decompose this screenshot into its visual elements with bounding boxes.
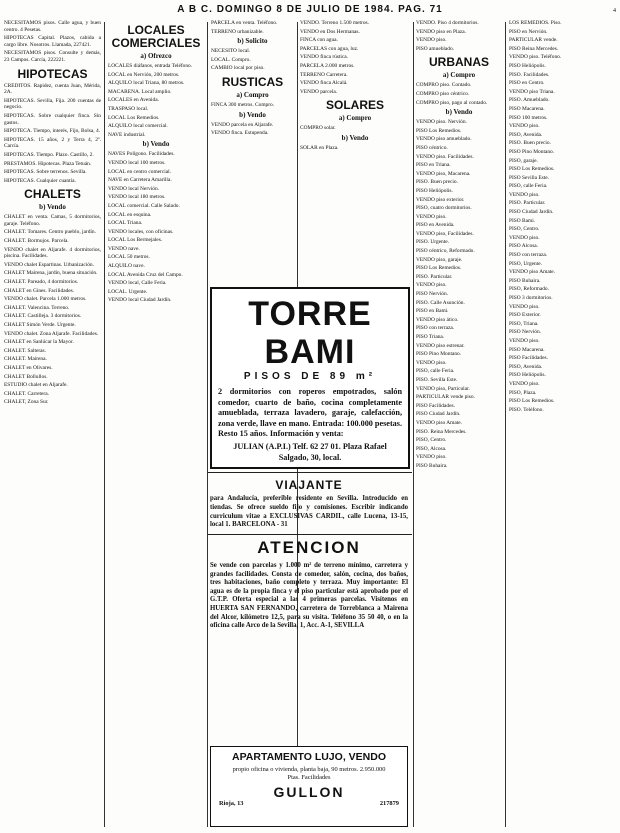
classified-ad: CHALET. Salteras.	[4, 347, 46, 354]
classified-ad: PISO 3 dormitorios.	[509, 295, 553, 301]
classified-ad: PISO Nervión.	[509, 329, 542, 336]
ad-torre-contact: JULIAN (A.P.I.) Telf. 62 27 01. Plaza Rafael Salgado, 30, local.	[233, 441, 387, 462]
section-subheading: a) Compro	[338, 114, 372, 123]
classified-ad: PISO Triana.	[416, 334, 445, 340]
classified-ad: PISO en Nervión.	[509, 28, 548, 35]
section-heading: RUSTICAS	[221, 74, 284, 89]
classified-ad: VENDO local Ciudad Jardín.	[108, 297, 172, 304]
classified-ad: PISO céntrico.	[416, 144, 448, 151]
classified-ad: LOCAL en centro comercial.	[108, 168, 171, 175]
classified-ad: PISO. Particular.	[416, 273, 453, 280]
classified-ad: CHALET. Castilleja. 3 dormitorios.	[4, 313, 82, 320]
classified-ad: FINCA con agua.	[300, 37, 338, 44]
ad-viajante-title: VIAJANTE	[275, 478, 343, 492]
classified-ad: PISO. Facilidades.	[509, 71, 550, 78]
classified-ad: CHALET, Zona Sur.	[4, 399, 49, 406]
classified-ad: PISO Los Remedios.	[416, 265, 462, 272]
classified-ad: PISO 100 metros.	[509, 114, 548, 121]
classified-ad: VENDO piso en Plaza.	[416, 28, 467, 35]
classified-ad: PISO, Avenida.	[509, 363, 543, 370]
classified-ad: PISO. Calle Asunción.	[416, 299, 465, 306]
classified-ad: VENDO piso.	[416, 282, 447, 289]
classified-ad: PISO Macarena.	[509, 105, 545, 112]
section-subheading: a) Compro	[442, 71, 476, 80]
classified-ad: PISO. Teléfono.	[509, 406, 544, 413]
classified-ad: VENDO piso.	[416, 454, 447, 461]
section-subheading: b) Vendo	[341, 133, 369, 142]
classified-ad: PISO Ciudad Jardín.	[416, 411, 461, 418]
classified-ad: ESTUDIO chalet en Aljarafe.	[4, 382, 68, 389]
classified-ad: VENDO local Nervión.	[108, 185, 160, 192]
classified-ad: LOCAL. Compro.	[211, 56, 251, 63]
classified-ad: VENDO piso.	[509, 123, 540, 130]
page-header: A B C. DOMINGO 8 DE JULIO DE 1984. PAG. 71	[177, 4, 443, 15]
classified-ad: PISO Buhaira.	[416, 462, 448, 469]
classified-ad: ALQUILO local comercial.	[108, 123, 168, 130]
column-6	[509, 20, 613, 829]
classified-ad: VENDO piso, garaje.	[416, 256, 463, 263]
classified-ad: PISO Nervión.	[416, 291, 449, 298]
classified-ad: VENDO piso.	[509, 337, 540, 344]
classified-ad: MACARENA. Local amplio.	[108, 88, 172, 95]
section-subheading: b) Vendo	[239, 110, 266, 119]
classified-ad: VENDO piso exterior.	[416, 196, 465, 203]
classified-ad: VENDO piso.	[509, 380, 540, 387]
ad-torre-title: TORRE BAMI	[248, 295, 372, 371]
classified-ad: NECESITAMOS pisos. Calle agua, y buen centro. 4 Pesetas.	[4, 20, 101, 33]
classified-ad: NAVE industrial.	[108, 131, 146, 138]
ad-atencion	[210, 538, 408, 631]
classified-ad: CHALET. Pareado, 4 dormitorios.	[4, 279, 79, 286]
classified-ad: PISO en Centro.	[509, 80, 545, 87]
classified-ad: PISO Facilidades.	[509, 355, 548, 362]
ad-atencion-title: ATENCION	[257, 538, 361, 557]
classified-ad: HIPOTECAS. Cualquier cuantía.	[4, 177, 76, 184]
classified-ad: HIPOTECAS. Sobre terrenos. Sevilla.	[4, 169, 87, 176]
classified-ad: ALQUILO nave.	[108, 263, 145, 270]
classified-ad: VENDO local 100 metros.	[108, 159, 166, 166]
classified-ad: PISO, Plaza.	[509, 389, 537, 396]
classified-ad: PISO Heliópolis.	[509, 372, 546, 379]
classified-ad: PISO, Reformado.	[509, 286, 549, 293]
classified-ad: LOCAL Triana.	[108, 220, 143, 227]
classified-ad: PISO. Urgente.	[416, 239, 449, 246]
classified-ad: VENDO piso amueblado.	[416, 136, 472, 143]
classified-ad: LOCAL. Urgente.	[108, 288, 148, 295]
classified-ad: HIPOTECA. Tiempo, interés, Fijo, Bolsa, 4.	[4, 128, 100, 135]
classified-ad: VENDO finca rústica.	[300, 54, 349, 61]
section-subheading: b) Vendo	[445, 108, 473, 117]
ad-torre-subtitle: PISOS DE 89 m²	[243, 371, 377, 382]
column-rule	[207, 22, 208, 827]
classified-ad: PARTICULAR vende piso.	[416, 394, 475, 401]
classified-ad: VENDO piso, Particular.	[416, 385, 470, 392]
classified-ad: VENDO finca. Estupenda.	[211, 130, 269, 137]
ad-torre-bami	[210, 287, 410, 469]
classified-ad: VENDO parcela.	[300, 88, 338, 95]
ad-atencion-body: Se vende con parcelas y 1.000 m² de terreno mínimo, carretera y grandes facilidades. Consta de comedor, salón, cocina, dos baños, tres habitaciones, baño completo y terraza. Muy importante: El agua es de la propia finca y el piso particular está aprobado por el G.T.P. Oferta especial a las 4 primeras parcelas. Visítenos en HUERTA SAN FERNANDO, carretera de Torreblanca a Mairena del Alcor, kilómetro 12,5, para su visita. Teléfono 35 50 40, o en la oficina calle Arco de la Sevilla, 1, Acc. A-1, SEVILLA	[210, 562, 408, 630]
classified-ad: PISO en Triana.	[416, 162, 451, 169]
classified-ad: COMPRO piso céntrico.	[416, 90, 470, 97]
classified-ad: VENDO piso ático.	[416, 316, 459, 323]
classified-ad: PISO Pino Montano.	[416, 351, 462, 358]
ad-apartamento-body: propio oficina o vivienda, planta baja, 90 metros. 2.950.000 Ptas. Facilidades	[232, 766, 386, 781]
classified-ad: LOCAL en esquina.	[108, 211, 152, 218]
classified-ad: COMPRO piso. Contado.	[416, 82, 472, 89]
classified-ad: PISO en Avenida.	[416, 222, 455, 229]
classified-ad: FINCA 300 metros. Compro.	[211, 101, 275, 108]
classified-ad: VENDO chalet Espartinas. Urbanización.	[4, 261, 94, 268]
classified-ad: PISO, Avenida.	[509, 131, 543, 138]
column-rule	[505, 22, 506, 827]
classified-ad: CHALET en Gines. Facilidades.	[4, 287, 75, 294]
classified-ad: LOS REMEDIOS. Piso.	[509, 20, 562, 26]
section-subheading: b) Vendo	[39, 203, 66, 212]
classified-ad: LOCALES en Avenida.	[108, 97, 159, 104]
classified-ad: PISO Los Remedios.	[509, 166, 555, 173]
classified-ad: PISO, Centro.	[416, 437, 447, 444]
classified-ad: LOCAL Los Remedios.	[108, 114, 160, 121]
classified-ad: COMPRO piso, pago al contado.	[416, 99, 488, 106]
classified-ad: VENDO piso Triana.	[509, 88, 555, 95]
classified-ad: VENDO piso.	[509, 303, 540, 310]
classified-ad: CHALET Mairena, jardín, buena situación.	[4, 270, 98, 277]
classified-ad: PARCELA en venta. Teléfono.	[211, 20, 278, 26]
ad-apartamento-address: Rioja, 13	[219, 800, 244, 807]
classified-ad: TERRENO Carretera.	[300, 71, 348, 78]
classified-ad: CHALET. Carretera.	[4, 390, 49, 397]
classified-ad: PISO, Alcosa.	[416, 445, 447, 452]
classified-ad: PISO en Bami.	[416, 308, 449, 315]
classified-ad: VENDO en Dos Hermanas.	[300, 28, 360, 35]
classified-ad: LOCAL Avenida Cruz del Campo.	[108, 271, 183, 278]
classified-ad: PISO Facilidades.	[416, 402, 455, 409]
classified-ad: PISO Alcosa.	[509, 243, 539, 250]
classified-ad: PISO, Urgente.	[509, 260, 542, 267]
classified-ad: VENDO piso, Macarena.	[416, 170, 471, 177]
classified-ad: PISO amueblado.	[416, 45, 455, 52]
classified-ad: NECESITAMOS pisos. Consulte y demás, 23 Campos. Carcía, 222221.	[4, 50, 101, 63]
classified-ad: PISO. Particular.	[509, 200, 546, 207]
ad-apartamento-footer	[211, 800, 407, 807]
classified-ad: VENDO piso.	[509, 234, 540, 241]
classified-ad: CHALET en Olivares.	[4, 364, 53, 371]
classified-ad: PISO con terraza.	[416, 325, 455, 332]
ad-viajante	[210, 478, 408, 530]
classified-ad: VENDO piso. Facilidades.	[416, 153, 474, 160]
classified-ad: CHALET Simón Verde. Urgente.	[4, 322, 76, 328]
column-rule	[104, 22, 105, 827]
classified-ad: VENDO chalet. Zona Aljarafe. Facilidades.	[4, 330, 99, 337]
section-subheading: b) Solicito	[237, 37, 268, 46]
classified-ad: TERRENO urbanizable.	[211, 28, 264, 35]
classified-ad: PISO con terraza.	[509, 252, 548, 259]
classified-ad: LOCALES diáfanos, entrada Teléfono.	[108, 63, 193, 69]
classified-ad: VENDO piso. Teléfono.	[509, 54, 562, 61]
classified-ad: VENDO piso.	[416, 213, 447, 220]
classified-ad: PISO Macarena.	[509, 346, 545, 353]
classified-ad: VENDO nave.	[108, 245, 140, 252]
classified-ad: PARTICULAR vende.	[509, 37, 558, 44]
classified-ad: PISO Sevilla Este.	[509, 174, 549, 181]
classified-ad: LOCAL comercial. Calle Salado.	[108, 202, 180, 209]
classified-ad: PISO Bami.	[509, 217, 536, 224]
section-subheading: a) Compro	[236, 90, 269, 99]
section-heading: SOLARES	[325, 98, 384, 113]
section-heading: CHALETS	[24, 187, 81, 202]
classified-ad: PISO, calle Feria.	[509, 183, 548, 190]
section-heading: HIPOTECAS	[17, 66, 88, 81]
classified-ad: VENDO chalet. Parcela 1.000 metros.	[4, 296, 87, 303]
classified-ad: CREDITOS. Rapidez, cuenta Juan, Mérida, 2A.	[4, 82, 101, 96]
column-3	[211, 20, 294, 233]
classified-ad: VENDO chalet en Aljarafe. 4 dormitorios, piscina. Facilidades.	[4, 246, 101, 260]
classified-ad: CHALET en venta. Camas, 5 dormitorios, garaje. Teléfono.	[4, 214, 101, 227]
classified-ad: COMPRO solar.	[300, 125, 336, 132]
section-heading: URBANAS	[429, 55, 489, 70]
classified-ad: SOLAR en Plaza.	[300, 144, 339, 151]
section-subheading: a) Ofrezco	[140, 52, 172, 60]
divider	[208, 534, 412, 535]
classified-ad: CHALET. Valencina. Terreno.	[4, 304, 70, 311]
ad-apartamento-name: GULLON	[273, 784, 345, 800]
column-4	[300, 20, 410, 233]
classified-ad: PISO, Triana.	[509, 320, 539, 327]
column-1	[4, 20, 101, 829]
classified-ad: CHALET Bollullos.	[4, 373, 48, 380]
section-subheading: b) Vendo	[142, 140, 170, 149]
classified-ad: PISO Exterior.	[509, 312, 541, 319]
classified-ad: PISO, garaje.	[509, 157, 538, 164]
classified-ad: VENDO local 180 metros.	[108, 194, 166, 201]
classified-ad: HIPOTECAS. Sobre cualquier finca. Sin gastos.	[4, 112, 101, 126]
classified-ad: PISO. Buen precio.	[416, 179, 458, 186]
classified-ad: VENDO piso Amate.	[416, 419, 462, 426]
classified-ad: PISO céntrico, Reformado.	[416, 248, 475, 255]
classified-ad: LOCAL 50 metros.	[108, 254, 150, 261]
classified-ad: NAVES Polígono. Facilidades.	[108, 151, 175, 158]
corner-mark: 4	[613, 8, 616, 14]
classified-ad: VENDO piso estrenar.	[416, 342, 465, 349]
ad-torre-body: 2 dormitorios con roperos empotrados, salón comedor, cuarto de baño, cocina completamente amueblada, terraza lavadero, garaje, calefacción, zona verde, llave en mano. Entrada: 100.000 pesetas. Resto 15 años. Información y venta:	[218, 387, 402, 439]
classified-ad: PISO Reina Mercedes.	[509, 45, 559, 52]
ad-apartamento-title: APARTAMENTO LUJO, VENDO	[231, 751, 386, 763]
ad-apartamento-phone: 217879	[379, 800, 399, 807]
column-5	[416, 20, 502, 829]
classified-ad: VENDO piso.	[416, 359, 447, 366]
classified-ad: PISO Heliópolis.	[509, 62, 546, 69]
classified-ad: PARCELA 2.000 metros.	[300, 62, 355, 69]
classified-ad: VENDO piso. Nervión.	[416, 119, 467, 126]
classified-ad: CHALET. Tomares. Centro pueblo, jardín.	[4, 229, 96, 236]
classified-ad: HIPOTECAS Capital. Plazos, cabida a cargo libre. Nosotros. Llamada, 227421.	[4, 35, 101, 48]
classified-ad: VENDO locales, con oficinas.	[108, 228, 174, 235]
classified-ad: HIPOTECAS. 15 años, 2 y Terra 4, 2º. Carcía.	[4, 136, 101, 150]
classified-ad: PISO, calle Feria.	[416, 368, 455, 375]
classified-ad: ALQUILO local Triana, 80 metros.	[108, 80, 185, 87]
classified-ad: CAMBIO local por piso.	[211, 65, 265, 72]
classified-ad: VENDO. Terreno 1.500 metros.	[300, 20, 369, 26]
classified-ad: VENDO local, Calle Feria.	[108, 280, 167, 287]
classified-ad: PISO Pino Montano.	[509, 148, 555, 155]
classified-ad: PISO. Reina Mercedes.	[416, 428, 467, 435]
classified-ad: HIPOTECAS. Sevilla, Fija. 200 cuentas de negocio.	[4, 97, 101, 111]
classified-ad: PISO, Centro.	[509, 226, 540, 233]
section-heading: LOCALES COMERCIALES	[111, 23, 201, 50]
classified-ad: NECESITO local.	[211, 48, 251, 55]
classified-ad: VENDO piso Amate.	[509, 269, 555, 276]
classified-ad: PISO, cuatro dormitorios.	[416, 205, 472, 212]
classified-ad: HIPOTECAS. Tiempo. Plazo. Castillo, 2.	[4, 151, 94, 158]
classified-ad: PISO Heliópolis.	[416, 187, 453, 194]
divider	[208, 472, 412, 473]
classified-ad: PISO Los Remedios.	[509, 398, 555, 405]
classified-ad: NAVE en Carretera Amarilla.	[108, 177, 172, 184]
classified-ad: CHALET. Mairena.	[4, 356, 47, 363]
classified-ad: VENDO parcela en Aljarafe.	[211, 121, 274, 128]
classified-ad: PISO. Sevilla Este.	[416, 376, 458, 383]
classified-ad: VENDO piso, Facilidades.	[416, 230, 474, 237]
ad-apartamento	[210, 746, 408, 827]
classified-ad: PISO. Buen precio.	[509, 140, 551, 147]
classified-ad: PISO Buhaira.	[509, 277, 541, 284]
column-2	[108, 20, 204, 829]
classified-ad: LOCAL Los Bermejales.	[108, 237, 163, 244]
classified-ad: PISO. Amueblado.	[509, 97, 550, 104]
classified-ad: VENDO piso.	[509, 191, 540, 198]
classified-ad: TRASPASO local.	[108, 105, 149, 112]
classified-ad: VENDO. Piso 4 dormitorios.	[416, 20, 479, 26]
classified-ad: CHALET. Bormujos. Parcela.	[4, 238, 69, 245]
classified-ad: PRESTAMOS. Hipotecas. Plaza Tetuán.	[4, 160, 92, 167]
classified-ad: PARCELAS con agua, luz.	[300, 45, 359, 52]
classified-ad: PISO Ciudad Jardín.	[509, 209, 554, 216]
classified-ad: CHALET en Sanlúcar la Mayor.	[4, 339, 74, 346]
classified-ad: VENDO piso.	[416, 37, 447, 44]
ad-viajante-body: para Andalucía, preferible residente en Sevilla. Introducido en tiendas. Se ofrece sueldo fijo y comisiones. Escribir indicando curriculum vitae a EXCLUSIVAS CARDIL, calle Lucena, 13-15, local 1. BARCELONA - 31	[210, 495, 408, 529]
classified-ad: VENDO finca Alcalá.	[300, 80, 348, 87]
classified-ad: LOCAL en Nervión, 200 metros.	[108, 71, 180, 78]
column-rule	[413, 22, 414, 827]
classified-ad: PISO Los Remedios.	[416, 127, 462, 134]
